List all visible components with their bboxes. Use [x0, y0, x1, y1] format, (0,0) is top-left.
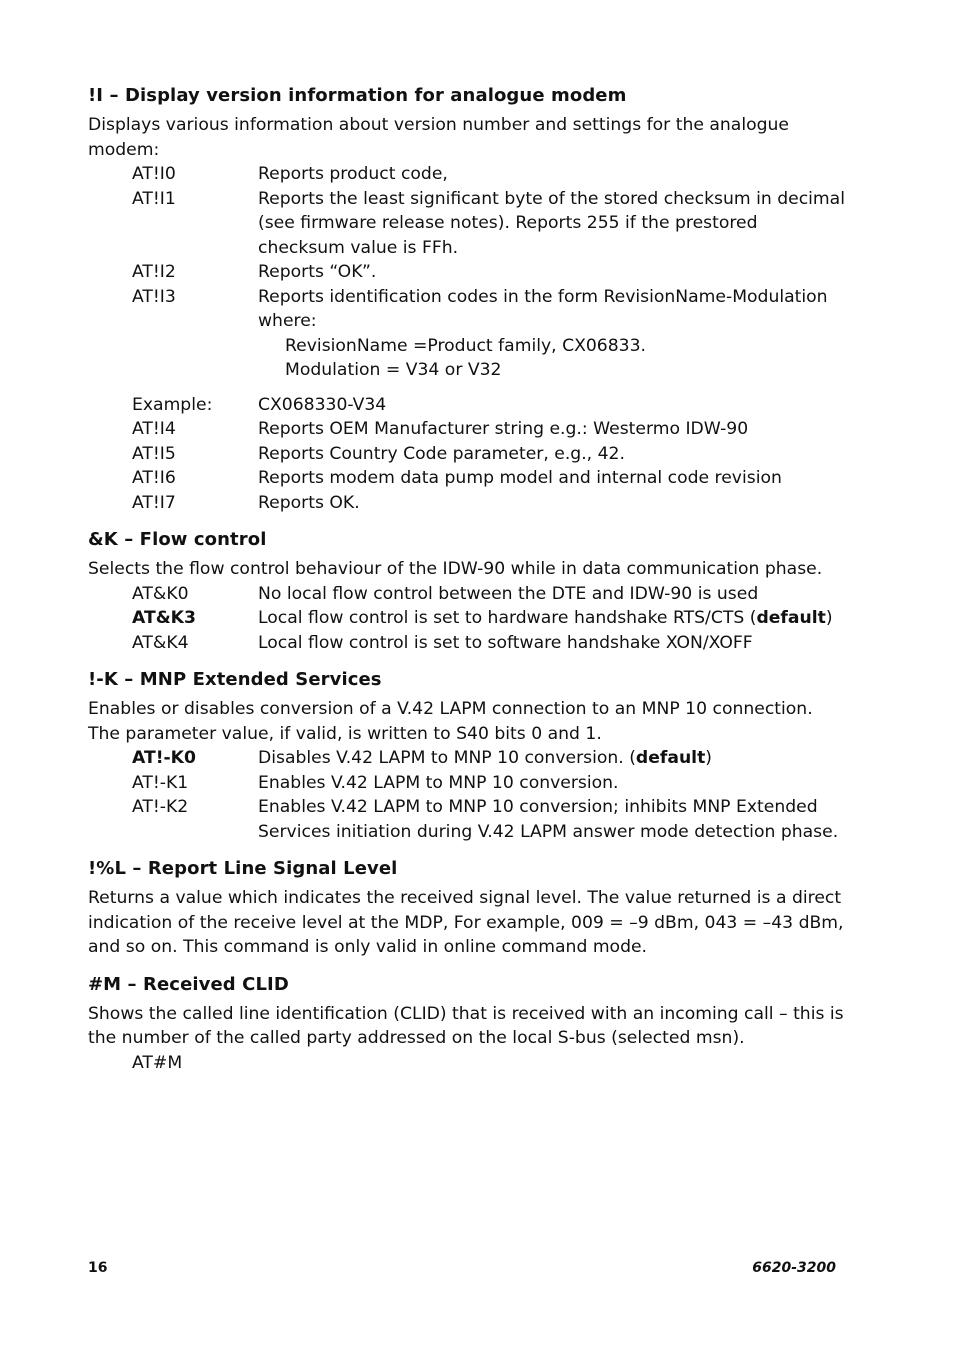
command-list	[132, 162, 848, 515]
command-code: AT!-K1	[132, 772, 189, 793]
command-code-default: AT!-K0	[132, 748, 196, 768]
command-description	[258, 606, 848, 631]
section-intro: Displays various information about version number and settings for the analogue modem:	[88, 115, 790, 160]
command-description: Reports identification codes in the form RevisionName-Modulation where:	[258, 286, 828, 331]
command-row	[132, 631, 848, 656]
section-heading: !-K – MNP Extended Services	[88, 669, 382, 690]
command-code: AT!I4	[132, 419, 176, 439]
command-code: AT!I7	[132, 492, 176, 513]
command-row	[132, 795, 848, 844]
command-description	[258, 746, 848, 771]
example-value: CX068330-V34	[258, 394, 387, 415]
command-list	[132, 582, 848, 656]
command-description: Reports Country Code parameter, e.g., 42.	[258, 443, 625, 464]
command-description: Reports OEM Manufacturer string e.g.: Westermo IDW-90	[258, 419, 749, 439]
command-code: AT!I5	[132, 443, 176, 464]
page-footer	[88, 1258, 836, 1278]
command-row	[132, 466, 848, 491]
example-label: Example:	[132, 394, 213, 415]
command-description: Reports “OK”.	[258, 262, 377, 282]
command-code: AT!I3	[132, 286, 176, 307]
command-row	[132, 606, 848, 631]
command-row	[132, 491, 848, 516]
command-row	[132, 771, 848, 796]
section-intro: Enables or disables conversion of a V.42 LAPM connection to an MNP 10 connection. The parameter value, if valid, is written to S40 bits 0 and 1.	[88, 699, 813, 744]
command-description: Reports modem data pump model and internal code revision	[258, 468, 782, 488]
command-row	[132, 746, 848, 771]
command-row	[132, 285, 848, 383]
command-code: AT!-K2	[132, 797, 189, 817]
section-intro: Shows the called line identification (CLID) that is received with an incoming call – this is the number of the called party addressed on the local S-bus (selected msn).	[88, 1003, 844, 1048]
description-text: )	[825, 608, 833, 628]
command-description: Enables V.42 LAPM to MNP 10 conversion.	[258, 772, 619, 793]
command-row	[132, 442, 848, 467]
command-row	[132, 582, 848, 607]
section-intro: Returns a value which indicates the received signal level. The value returned is a direct indication of the receive level at the MDP, For example, 009 = –9 dBm, 043 = –43 dBm, and so on. This command is only valid in online command mode.	[88, 888, 844, 957]
command-list	[132, 1051, 848, 1076]
command-list	[132, 746, 848, 844]
default-marker: default	[635, 748, 706, 768]
section-signal-level	[88, 857, 848, 960]
description-text: )	[705, 748, 713, 768]
command-row	[132, 260, 848, 285]
command-code: AT&K4	[132, 632, 189, 653]
command-code: AT&K0	[132, 583, 189, 604]
manual-page	[88, 84, 848, 1088]
command-description: Reports the least significant byte of the stored checksum in decimal (see firmware release notes). Reports 255 if the prestored checksum value is FFh.	[258, 188, 845, 258]
page-number: 16	[88, 1260, 108, 1276]
description-text: Local flow control is set to hardware handshake RTS/CTS (	[258, 608, 757, 628]
command-description: No local flow control between the DTE and IDW-90 is used	[258, 583, 759, 604]
document-number: 6620-3200	[752, 1260, 836, 1276]
section-intro: Selects the flow control behaviour of the IDW-90 while in data communication phase.	[88, 559, 823, 579]
command-code: AT!I1	[132, 188, 176, 209]
command-code: AT!I0	[132, 164, 176, 184]
command-description: Reports product code,	[258, 164, 448, 184]
command-description-block	[258, 285, 848, 383]
command-description: Enables V.42 LAPM to MNP 10 conversion; inhibits MNP Extended Services initiation during V.42 LAPM answer mode detection phase.	[258, 797, 839, 842]
command-code: AT#M	[132, 1052, 183, 1073]
command-row	[132, 417, 848, 442]
section-mnp-extended	[88, 668, 848, 844]
default-marker: default	[756, 608, 826, 628]
command-row	[132, 162, 848, 187]
definition-line: Modulation = V34 or V32	[285, 360, 502, 380]
section-version-info	[88, 84, 848, 515]
command-code: AT!I6	[132, 468, 176, 488]
definition-line: RevisionName =Product family, CX06833.	[285, 335, 647, 356]
command-description: Reports OK.	[258, 492, 360, 513]
description-text: Disables V.42 LAPM to MNP 10 conversion. (	[258, 748, 636, 768]
section-flow-control	[88, 528, 848, 655]
section-heading: #M – Received CLID	[88, 973, 289, 995]
command-description: Local flow control is set to software handshake XON/XOFF	[258, 632, 753, 653]
section-heading: !I – Display version information for analogue modem	[88, 85, 627, 106]
command-row	[132, 187, 848, 261]
section-heading: &K – Flow control	[88, 529, 267, 550]
command-code-default: AT&K3	[132, 608, 196, 628]
command-row	[132, 393, 848, 418]
section-heading: !%L – Report Line Signal Level	[88, 858, 398, 879]
command-code: AT!I2	[132, 262, 176, 282]
section-received-clid	[88, 973, 848, 1076]
command-row	[132, 1051, 848, 1076]
